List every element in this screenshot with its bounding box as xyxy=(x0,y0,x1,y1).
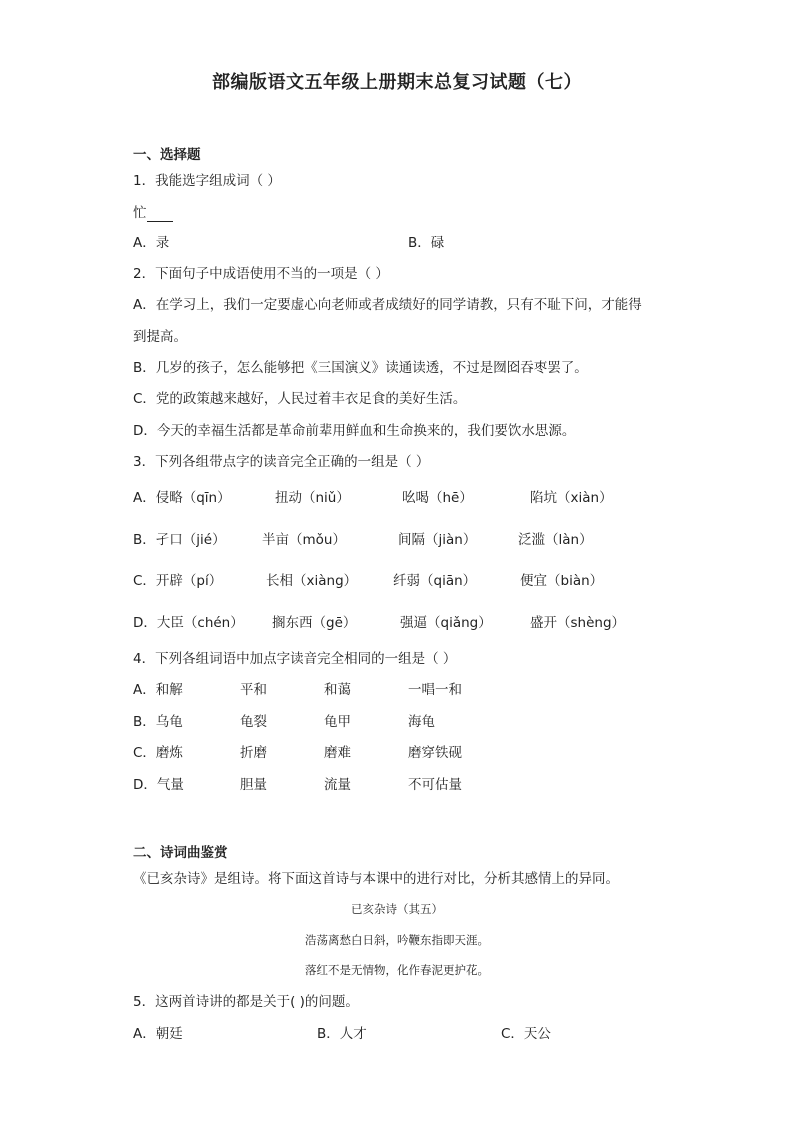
question-2-option-c: C．党的政策越来越好，人民过着丰衣足食的美好生活。 xyxy=(133,391,467,407)
question-4-d-item-1: D．气量 xyxy=(133,777,184,793)
question-4-a-item-1: A．和解 xyxy=(133,682,183,698)
question-3-c-item-2: 长相（xiàng） xyxy=(266,573,358,589)
question-3-d-item-4: 盛开（shèng） xyxy=(530,615,626,631)
question-3-b-item-1: B．孑口（jié） xyxy=(133,532,226,548)
question-4-a-item-4: 一唱一和 xyxy=(408,682,462,698)
question-3-b-item-4: 泛滥（làn） xyxy=(518,532,593,548)
question-2-option-a: A．在学习上，我们一定要虚心向老师或者成绩好的同学请教，只有不耻下问，才能得 xyxy=(133,297,642,313)
question-4-b-item-2: 龟裂 xyxy=(240,714,267,730)
question-4-stem: 4．下列各组词语中加点字读音完全相同的一组是（ ） xyxy=(133,651,457,667)
question-3-b-item-2: 半亩（mǒu） xyxy=(262,532,346,548)
question-3-b-item-3: 间隔（jiàn） xyxy=(398,532,477,548)
question-4-d-item-4: 不可估量 xyxy=(408,777,462,793)
poem-line-1: 浩荡离愁白日斜，吟鞭东指即天涯。 xyxy=(305,933,489,947)
question-1-option-b: B．碌 xyxy=(408,235,445,251)
question-2-option-d: D．今天的幸福生活都是革命前辈用鲜血和生命换来的，我们要饮水思源。 xyxy=(133,423,576,439)
question-3-d-item-3: 强逼（qiǎng） xyxy=(400,615,492,631)
poem-line-2: 落红不是无情物，化作春泥更护花。 xyxy=(305,963,489,977)
question-4-a-item-3: 和蔼 xyxy=(324,682,351,698)
question-4-c-item-3: 磨难 xyxy=(324,745,351,761)
section-heading-choice: 一、选择题 xyxy=(133,147,201,163)
question-4-a-item-2: 平和 xyxy=(240,682,267,698)
question-5-option-c: C．天公 xyxy=(501,1026,551,1042)
question-3-a-item-4: 陷坑（xiàn） xyxy=(530,490,613,506)
question-4-c-item-4: 磨穿铁砚 xyxy=(408,745,462,761)
poetry-intro: 《已亥杂诗》是组诗。将下面这首诗与本课中的进行对比，分析其感情上的异同。 xyxy=(133,871,619,887)
question-2-option-b: B．几岁的孩子，怎么能够把《三国演义》读通读透，不过是囫囵吞枣罢了。 xyxy=(133,360,588,376)
question-3-a-item-3: 吆喝（hē） xyxy=(402,490,473,506)
question-1-stem: 1．我能选字组成词（ ） xyxy=(133,173,281,189)
question-4-b-item-1: B．乌龟 xyxy=(133,714,183,730)
question-4-d-item-2: 胆量 xyxy=(240,777,267,793)
section-heading-poetry: 二、诗词曲鉴赏 xyxy=(133,845,228,861)
question-3-a-item-1: A．侵略（qīn） xyxy=(133,490,231,506)
question-2-stem: 2．下面句子中成语使用不当的一项是（ ） xyxy=(133,266,389,282)
question-3-c-item-1: C．开辟（pí） xyxy=(133,573,223,589)
question-5-stem: 5．这两首诗讲的都是关于( )的问题。 xyxy=(133,994,359,1010)
page-title: 部编版语文五年级上册期末总复习试题（七） xyxy=(212,72,582,93)
question-5-option-b: B．人才 xyxy=(317,1026,367,1042)
question-3-a-item-2: 扭动（niǔ） xyxy=(275,490,350,506)
question-2-option-a-continued: 到提高。 xyxy=(133,329,187,345)
question-4-c-item-1: C．磨炼 xyxy=(133,745,183,761)
question-3-d-item-1: D．大臣（chén） xyxy=(133,615,244,631)
question-4-b-item-4: 海龟 xyxy=(408,714,435,730)
poem-title: 已亥杂诗（其五） xyxy=(351,902,443,916)
question-4-c-item-2: 折磨 xyxy=(240,745,267,761)
question-1-word xyxy=(133,204,173,222)
question-3-c-item-3: 纤弱（qiān） xyxy=(393,573,477,589)
question-1-word-text: 忙 xyxy=(133,205,147,221)
answer-blank[interactable] xyxy=(147,207,173,222)
question-4-b-item-3: 龟甲 xyxy=(324,714,351,730)
question-5-option-a: A．朝廷 xyxy=(133,1026,183,1042)
question-3-c-item-4: 便宜（biàn） xyxy=(520,573,604,589)
question-1-option-a: A．录 xyxy=(133,235,170,251)
question-4-d-item-3: 流量 xyxy=(324,777,351,793)
question-3-d-item-2: 搁东西（gē） xyxy=(272,615,357,631)
question-3-stem: 3．下列各组带点字的读音完全正确的一组是（ ） xyxy=(133,454,430,470)
